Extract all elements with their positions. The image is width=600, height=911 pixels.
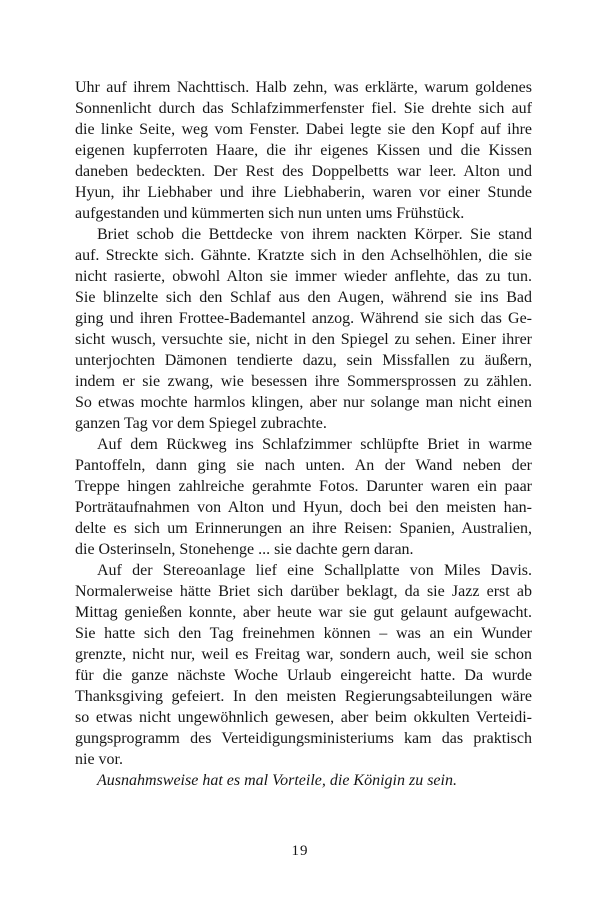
text-line: ging und ihren Frottee-Bademantel anzog. Während sie sich das Ge-: [75, 310, 532, 327]
text-line: die Osterinseln, Stonehenge ... sie dachte gern daran.: [75, 541, 414, 558]
paragraph: [75, 770, 532, 791]
text-line: Hyun, ihr Liebhaber und ihre Liebhaberin, waren vor einer Stunde: [75, 184, 532, 201]
text-line: auf. Streckte sich. Gähnte. Kratzte sich in den Achselhöhlen, die sie: [75, 247, 532, 264]
text-line: gungsprogramm des Verteidigungsministeriums kam das praktisch: [75, 730, 532, 747]
text-line: Ausnahmsweise hat es mal Vorteile, die Königin zu sein.: [97, 772, 457, 789]
text-line: so etwas nicht ungewöhnlich gewesen, aber beim okkulten Verteidi-: [75, 709, 532, 726]
text-line: eigenen kupferroten Haare, die ihr eigenes Kissen und die Kissen: [75, 142, 532, 159]
body-text: [75, 77, 532, 791]
text-line: Auf dem Rückweg ins Schlafzimmer schlüpfte Briet in warme: [97, 436, 532, 453]
text-line: nie vor.: [75, 751, 123, 768]
text-line: Uhr auf ihrem Nachttisch. Halb zehn, was erklärte, warum goldenes: [75, 79, 532, 96]
text-line: Sie blinzelte sich den Schlaf aus den Augen, während sie ins Bad: [75, 289, 532, 306]
text-line: daneben bedeckten. Der Rest des Doppelbetts war leer. Alton und: [75, 163, 532, 180]
text-line: für die ganze nächste Woche Urlaub eingereicht hatte. Da wurde: [75, 667, 532, 684]
text-line: Mittag genießen konnte, aber heute war sie gut gelaunt aufgewacht.: [75, 604, 532, 621]
text-line: Sonnenlicht durch das Schlafzimmerfenster fiel. Sie drehte sich auf: [75, 100, 532, 117]
text-line: Pantoffeln, dann ging sie nach unten. An der Wand neben der: [75, 457, 532, 474]
text-line: die linke Seite, weg vom Fenster. Dabei legte sie den Kopf auf ihre: [75, 121, 532, 138]
text-line: indem er sie zwang, wie besessen ihre Sommersprossen zu zählen.: [75, 373, 532, 390]
text-line: Normalerweise hätte Briet sich darüber beklagt, da sie Jazz erst ab: [75, 583, 532, 600]
page-number: 19: [291, 843, 309, 859]
text-line: grenzte, nicht nur, weil es Freitag war, sondern auch, weil sie schon: [75, 646, 532, 663]
text-line: sicht wusch, versuchte sie, nicht in den Spiegel zu sehen. Einer ihrer: [75, 331, 532, 348]
text-line: aufgestanden und kümmerten sich nun unten ums Frühstück.: [75, 205, 465, 222]
text-line: Treppe hingen zahlreiche gerahmte Fotos. Darunter waren ein paar: [75, 478, 532, 495]
text-line: Sie hatte sich den Tag freinehmen können – was an ein Wunder: [75, 625, 532, 642]
text-line: ganzen Tag vor dem Spiegel zubrachte.: [75, 415, 327, 432]
paragraph: [75, 77, 532, 224]
text-line: Porträtaufnahmen von Alton und Hyun, doch bei den meisten han-: [75, 499, 532, 516]
paragraph: [75, 434, 532, 560]
paragraph: [75, 560, 532, 770]
text-line: delte es sich um Erinnerungen an ihre Reisen: Spanien, Australien,: [75, 520, 532, 537]
text-line: Thanksgiving gefeiert. In den meisten Regierungsabteilungen wäre: [75, 688, 532, 705]
text-line: Briet schob die Bettdecke von ihrem nackten Körper. Sie stand: [97, 226, 532, 243]
text-line: So etwas mochte harmlos klingen, aber nur solange man nicht einen: [75, 394, 532, 411]
paragraph: [75, 224, 532, 434]
text-line: nicht rasierte, obwohl Alton sie immer wieder anflehte, das zu tun.: [75, 268, 532, 285]
text-line: unterjochten Dämonen tendierte dazu, sein Missfallen zu äußern,: [75, 352, 532, 369]
text-line: Auf der Stereoanlage lief eine Schallplatte von Miles Davis.: [97, 562, 532, 579]
